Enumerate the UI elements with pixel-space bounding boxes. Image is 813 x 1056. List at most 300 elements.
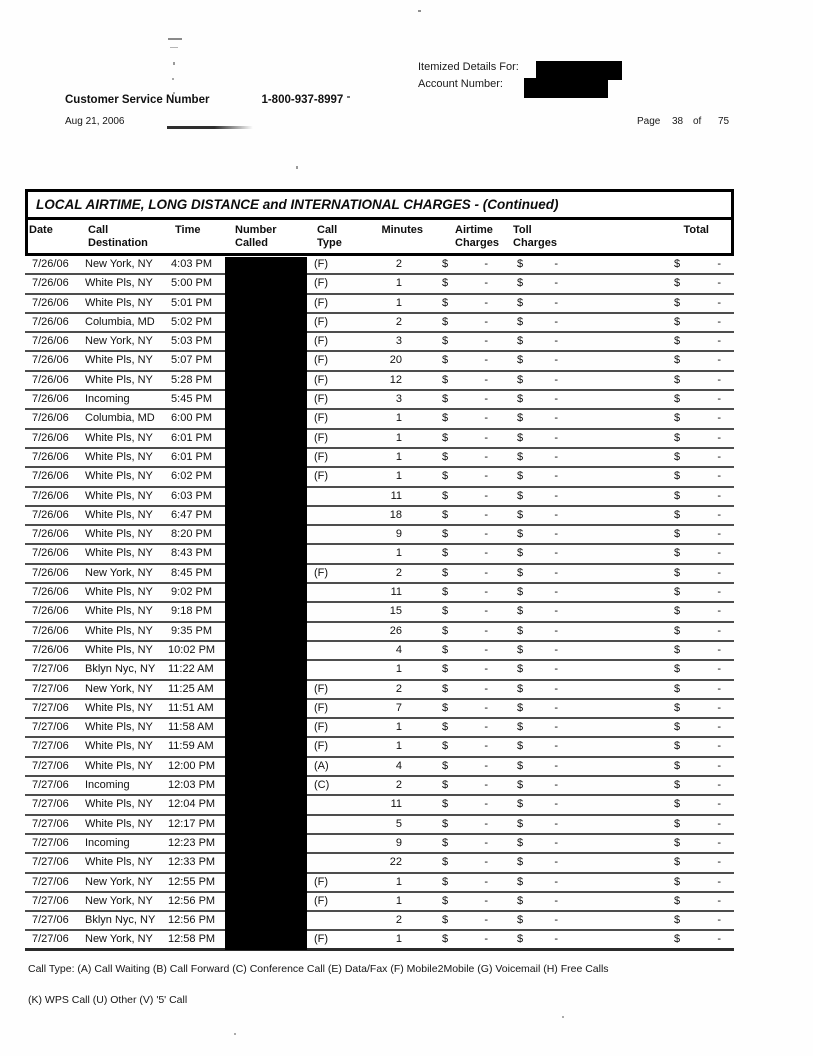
cell-call-type: (F) <box>312 314 360 333</box>
cell-time: 12:00 PM <box>168 758 217 777</box>
cell-minutes: 4 <box>360 642 420 661</box>
table-row <box>25 893 734 912</box>
no-charge-dash: - <box>484 875 488 888</box>
cell-date: 7/27/06 <box>25 835 78 854</box>
customer-service-line <box>65 94 343 106</box>
scan-artifact <box>418 10 421 12</box>
no-charge-dash: - <box>554 663 558 676</box>
cell-date: 7/27/06 <box>25 758 78 777</box>
table-row <box>25 468 734 487</box>
cell-destination: White Pls, NY <box>78 295 168 314</box>
cell-time: 4:03 PM <box>168 256 217 275</box>
col-header-toll-charges: Toll Charges <box>513 224 558 249</box>
no-charge-dash: - <box>717 663 721 676</box>
table-row <box>25 603 734 622</box>
cell-time: 10:02 PM <box>168 642 217 661</box>
cell-total <box>566 391 734 410</box>
scan-artifact <box>168 38 182 40</box>
table-row <box>25 526 734 545</box>
cell-call-type: (F) <box>312 681 360 700</box>
cell-date: 7/26/06 <box>25 275 78 294</box>
cell-destination: White Pls, NY <box>78 584 168 603</box>
currency-symbol: $ <box>442 393 449 406</box>
cell-call-type: (F) <box>312 275 360 294</box>
cell-airtime-charges <box>420 796 495 815</box>
cell-total <box>566 931 734 951</box>
currency-symbol: $ <box>442 663 449 676</box>
no-charge-dash: - <box>717 412 721 425</box>
table-row <box>25 931 734 951</box>
no-charge-dash: - <box>484 508 488 521</box>
cell-date: 7/27/06 <box>25 912 78 931</box>
currency-symbol: $ <box>517 412 524 425</box>
cell-toll-charges <box>495 816 566 835</box>
currency-symbol: $ <box>517 296 524 309</box>
currency-symbol: $ <box>674 663 681 676</box>
cell-airtime-charges <box>420 526 495 545</box>
currency-symbol: $ <box>517 894 524 907</box>
cell-airtime-charges <box>420 333 495 352</box>
table-row <box>25 584 734 603</box>
currency-symbol: $ <box>517 721 524 734</box>
cell-total <box>566 333 734 352</box>
currency-symbol: $ <box>442 354 449 367</box>
cell-time: 12:55 PM <box>168 874 217 893</box>
cell-total <box>566 410 734 429</box>
currency-symbol: $ <box>442 258 449 270</box>
cell-total <box>566 603 734 622</box>
currency-symbol: $ <box>442 721 449 734</box>
table-row <box>25 681 734 700</box>
cell-total <box>566 758 734 777</box>
currency-symbol: $ <box>517 431 524 444</box>
no-charge-dash: - <box>484 740 488 753</box>
cell-date: 7/27/06 <box>25 681 78 700</box>
cell-call-type <box>312 488 360 507</box>
currency-symbol: $ <box>517 547 524 560</box>
no-charge-dash: - <box>717 354 721 367</box>
table-row <box>25 333 734 352</box>
cell-toll-charges <box>495 488 566 507</box>
cell-call-type <box>312 507 360 526</box>
currency-symbol: $ <box>517 817 524 830</box>
no-charge-dash: - <box>717 277 721 290</box>
currency-symbol: $ <box>517 914 524 927</box>
cell-time: 12:04 PM <box>168 796 217 815</box>
no-charge-dash: - <box>484 663 488 676</box>
cell-destination: White Pls, NY <box>78 352 168 371</box>
cell-destination: New York, NY <box>78 256 168 275</box>
no-charge-dash: - <box>484 450 488 463</box>
cell-destination: White Pls, NY <box>78 468 168 487</box>
no-charge-dash: - <box>554 779 558 792</box>
cell-call-type <box>312 642 360 661</box>
no-charge-dash: - <box>554 586 558 599</box>
cell-total <box>566 893 734 912</box>
no-charge-dash: - <box>484 759 488 772</box>
cell-toll-charges <box>495 507 566 526</box>
table-row <box>25 275 734 294</box>
cell-date: 7/26/06 <box>25 507 78 526</box>
no-charge-dash: - <box>717 547 721 560</box>
scan-artifact <box>170 47 178 48</box>
cell-minutes: 1 <box>360 275 420 294</box>
table-row <box>25 410 734 429</box>
no-charge-dash: - <box>484 894 488 907</box>
currency-symbol: $ <box>517 335 524 348</box>
currency-symbol: $ <box>674 258 681 270</box>
page-number: 38 <box>672 116 684 127</box>
currency-symbol: $ <box>442 759 449 772</box>
currency-symbol: $ <box>674 354 681 367</box>
no-charge-dash: - <box>484 412 488 425</box>
cell-airtime-charges <box>420 931 495 951</box>
cell-total <box>566 796 734 815</box>
no-charge-dash: - <box>554 894 558 907</box>
currency-symbol: $ <box>674 431 681 444</box>
no-charge-dash: - <box>554 643 558 656</box>
currency-symbol: $ <box>674 566 681 579</box>
no-charge-dash: - <box>717 624 721 637</box>
no-charge-dash: - <box>717 933 721 946</box>
cell-call-type: (F) <box>312 256 360 275</box>
cell-destination: White Pls, NY <box>78 642 168 661</box>
cell-minutes: 1 <box>360 410 420 429</box>
page-of-label: of <box>693 116 702 127</box>
cell-destination: White Pls, NY <box>78 545 168 564</box>
cell-time: 11:25 AM <box>168 681 217 700</box>
cell-minutes: 1 <box>360 893 420 912</box>
cell-airtime-charges <box>420 449 495 468</box>
col-header-minutes: Minutes <box>381 224 423 236</box>
customer-service-label: Customer Service Number <box>65 94 210 106</box>
cell-date: 7/26/06 <box>25 565 78 584</box>
currency-symbol: $ <box>442 586 449 599</box>
cell-toll-charges <box>495 565 566 584</box>
cell-call-type: (F) <box>312 333 360 352</box>
currency-symbol: $ <box>442 566 449 579</box>
table-row <box>25 314 734 333</box>
table-row <box>25 912 734 931</box>
cell-airtime-charges <box>420 623 495 642</box>
cell-minutes: 11 <box>360 584 420 603</box>
cell-time: 9:35 PM <box>168 623 217 642</box>
cell-date: 7/26/06 <box>25 295 78 314</box>
currency-symbol: $ <box>674 450 681 463</box>
no-charge-dash: - <box>484 277 488 290</box>
currency-symbol: $ <box>674 335 681 348</box>
currency-symbol: $ <box>442 373 449 386</box>
no-charge-dash: - <box>717 894 721 907</box>
cell-destination: New York, NY <box>78 874 168 893</box>
cell-date: 7/26/06 <box>25 468 78 487</box>
no-charge-dash: - <box>554 914 558 927</box>
currency-symbol: $ <box>442 489 449 502</box>
cell-call-type: (C) <box>312 777 360 796</box>
no-charge-dash: - <box>717 779 721 792</box>
no-charge-dash: - <box>554 605 558 618</box>
currency-symbol: $ <box>517 759 524 772</box>
cell-airtime-charges <box>420 295 495 314</box>
cell-airtime-charges <box>420 565 495 584</box>
cell-destination: Bklyn Nyc, NY <box>78 912 168 931</box>
no-charge-dash: - <box>717 836 721 849</box>
no-charge-dash: - <box>717 759 721 772</box>
cell-call-type: (F) <box>312 893 360 912</box>
no-charge-dash: - <box>717 431 721 444</box>
cell-destination: New York, NY <box>78 681 168 700</box>
no-charge-dash: - <box>484 528 488 541</box>
currency-symbol: $ <box>517 373 524 386</box>
no-charge-dash: - <box>554 489 558 502</box>
currency-symbol: $ <box>674 856 681 869</box>
no-charge-dash: - <box>717 701 721 714</box>
table-row <box>25 372 734 391</box>
cell-time: 6:01 PM <box>168 430 217 449</box>
cell-call-type: (F) <box>312 372 360 391</box>
no-charge-dash: - <box>717 682 721 695</box>
cell-airtime-charges <box>420 545 495 564</box>
customer-service-number: 1-800-937-8997 <box>261 94 344 106</box>
cell-date: 7/26/06 <box>25 488 78 507</box>
cell-destination: White Pls, NY <box>78 449 168 468</box>
no-charge-dash: - <box>717 856 721 869</box>
currency-symbol: $ <box>674 315 681 328</box>
cell-total <box>566 777 734 796</box>
no-charge-dash: - <box>554 875 558 888</box>
cell-destination: White Pls, NY <box>78 372 168 391</box>
no-charge-dash: - <box>554 315 558 328</box>
col-header-date: Date <box>29 224 53 236</box>
currency-symbol: $ <box>674 933 681 946</box>
cell-date: 7/26/06 <box>25 372 78 391</box>
cell-toll-charges <box>495 314 566 333</box>
table-row <box>25 623 734 642</box>
cell-total <box>566 912 734 931</box>
no-charge-dash: - <box>717 817 721 830</box>
currency-symbol: $ <box>442 335 449 348</box>
no-charge-dash: - <box>554 508 558 521</box>
no-charge-dash: - <box>484 914 488 927</box>
currency-symbol: $ <box>442 605 449 618</box>
currency-symbol: $ <box>442 779 449 792</box>
cell-time: 5:45 PM <box>168 391 217 410</box>
currency-symbol: $ <box>442 701 449 714</box>
currency-symbol: $ <box>674 759 681 772</box>
currency-symbol: $ <box>674 875 681 888</box>
table-row <box>25 488 734 507</box>
cell-destination: Bklyn Nyc, NY <box>78 661 168 680</box>
no-charge-dash: - <box>554 701 558 714</box>
cell-time: 5:00 PM <box>168 275 217 294</box>
currency-symbol: $ <box>674 894 681 907</box>
no-charge-dash: - <box>554 335 558 348</box>
cell-total <box>566 526 734 545</box>
table-row <box>25 661 734 680</box>
no-charge-dash: - <box>554 836 558 849</box>
number-called-redaction <box>225 257 307 950</box>
currency-symbol: $ <box>517 489 524 502</box>
cell-time: 6:47 PM <box>168 507 217 526</box>
no-charge-dash: - <box>484 933 488 946</box>
cell-time: 5:01 PM <box>168 295 217 314</box>
cell-date: 7/27/06 <box>25 796 78 815</box>
cell-airtime-charges <box>420 719 495 738</box>
scan-artifact <box>562 1016 564 1018</box>
no-charge-dash: - <box>484 586 488 599</box>
cell-minutes: 1 <box>360 719 420 738</box>
cell-destination: New York, NY <box>78 931 168 951</box>
cell-date: 7/26/06 <box>25 623 78 642</box>
cell-total <box>566 816 734 835</box>
cell-date: 7/26/06 <box>25 314 78 333</box>
currency-symbol: $ <box>674 547 681 560</box>
cell-time: 11:59 AM <box>168 738 217 757</box>
cell-airtime-charges <box>420 507 495 526</box>
call-table <box>25 256 734 951</box>
currency-symbol: $ <box>517 566 524 579</box>
no-charge-dash: - <box>554 624 558 637</box>
charges-table-title: LOCAL AIRTIME, LONG DISTANCE and INTERNATIONAL CHARGES - (Continued) <box>28 192 731 220</box>
no-charge-dash: - <box>717 508 721 521</box>
no-charge-dash: - <box>554 373 558 386</box>
cell-toll-charges <box>495 681 566 700</box>
currency-symbol: $ <box>442 431 449 444</box>
currency-symbol: $ <box>674 721 681 734</box>
cell-total <box>566 661 734 680</box>
cell-minutes: 9 <box>360 835 420 854</box>
cell-toll-charges <box>495 256 566 275</box>
col-header-call-destination: Call Destination <box>88 224 148 249</box>
charges-table-header-box <box>25 189 734 256</box>
currency-symbol: $ <box>442 875 449 888</box>
scan-artifact <box>172 78 174 80</box>
currency-symbol: $ <box>442 470 449 483</box>
cell-airtime-charges <box>420 835 495 854</box>
cell-toll-charges <box>495 449 566 468</box>
cell-airtime-charges <box>420 681 495 700</box>
cell-call-type <box>312 584 360 603</box>
cell-call-type <box>312 835 360 854</box>
currency-symbol: $ <box>442 798 449 811</box>
no-charge-dash: - <box>554 296 558 309</box>
cell-toll-charges <box>495 410 566 429</box>
currency-symbol: $ <box>517 508 524 521</box>
no-charge-dash: - <box>554 682 558 695</box>
cell-date: 7/27/06 <box>25 700 78 719</box>
table-row <box>25 391 734 410</box>
no-charge-dash: - <box>484 258 488 270</box>
no-charge-dash: - <box>717 258 721 270</box>
cell-minutes: 1 <box>360 661 420 680</box>
currency-symbol: $ <box>517 624 524 637</box>
cell-call-type: (F) <box>312 352 360 371</box>
no-charge-dash: - <box>717 528 721 541</box>
currency-symbol: $ <box>442 450 449 463</box>
cell-total <box>566 854 734 873</box>
currency-symbol: $ <box>517 393 524 406</box>
cell-date: 7/26/06 <box>25 642 78 661</box>
cell-destination: White Pls, NY <box>78 430 168 449</box>
cell-destination: White Pls, NY <box>78 738 168 757</box>
cell-minutes: 26 <box>360 623 420 642</box>
cell-airtime-charges <box>420 738 495 757</box>
cell-call-type: (F) <box>312 719 360 738</box>
currency-symbol: $ <box>517 277 524 290</box>
col-header-total: Total <box>683 224 709 236</box>
no-charge-dash: - <box>554 450 558 463</box>
cell-total <box>566 256 734 275</box>
cell-date: 7/26/06 <box>25 449 78 468</box>
cell-toll-charges <box>495 545 566 564</box>
cell-minutes: 11 <box>360 488 420 507</box>
currency-symbol: $ <box>517 682 524 695</box>
no-charge-dash: - <box>554 412 558 425</box>
currency-symbol: $ <box>517 586 524 599</box>
table-row <box>25 545 734 564</box>
cell-destination: Incoming <box>78 777 168 796</box>
cell-date: 7/26/06 <box>25 333 78 352</box>
cell-airtime-charges <box>420 372 495 391</box>
cell-minutes: 1 <box>360 738 420 757</box>
currency-symbol: $ <box>674 624 681 637</box>
cell-time: 6:02 PM <box>168 468 217 487</box>
cell-time: 5:28 PM <box>168 372 217 391</box>
cell-date: 7/26/06 <box>25 410 78 429</box>
currency-symbol: $ <box>517 856 524 869</box>
statement-date: Aug 21, 2006 <box>65 116 125 127</box>
cell-call-type <box>312 603 360 622</box>
cell-call-type: (F) <box>312 449 360 468</box>
currency-symbol: $ <box>674 528 681 541</box>
no-charge-dash: - <box>484 643 488 656</box>
currency-symbol: $ <box>517 933 524 946</box>
cell-date: 7/26/06 <box>25 430 78 449</box>
no-charge-dash: - <box>554 547 558 560</box>
cell-total <box>566 449 734 468</box>
cell-date: 7/27/06 <box>25 777 78 796</box>
cell-airtime-charges <box>420 893 495 912</box>
cell-toll-charges <box>495 777 566 796</box>
cell-minutes: 9 <box>360 526 420 545</box>
currency-symbol: $ <box>674 643 681 656</box>
table-row <box>25 796 734 815</box>
cell-toll-charges <box>495 584 566 603</box>
currency-symbol: $ <box>517 798 524 811</box>
cell-total <box>566 642 734 661</box>
currency-symbol: $ <box>674 798 681 811</box>
currency-symbol: $ <box>674 277 681 290</box>
no-charge-dash: - <box>484 817 488 830</box>
currency-symbol: $ <box>674 817 681 830</box>
currency-symbol: $ <box>442 277 449 290</box>
cell-destination: White Pls, NY <box>78 507 168 526</box>
no-charge-dash: - <box>484 393 488 406</box>
currency-symbol: $ <box>517 315 524 328</box>
cell-airtime-charges <box>420 912 495 931</box>
no-charge-dash: - <box>717 315 721 328</box>
currency-symbol: $ <box>442 894 449 907</box>
no-charge-dash: - <box>717 914 721 927</box>
cell-destination: White Pls, NY <box>78 700 168 719</box>
cell-time: 11:58 AM <box>168 719 217 738</box>
no-charge-dash: - <box>554 933 558 946</box>
cell-minutes: 3 <box>360 333 420 352</box>
cell-total <box>566 565 734 584</box>
table-row <box>25 700 734 719</box>
no-charge-dash: - <box>554 740 558 753</box>
currency-symbol: $ <box>674 701 681 714</box>
